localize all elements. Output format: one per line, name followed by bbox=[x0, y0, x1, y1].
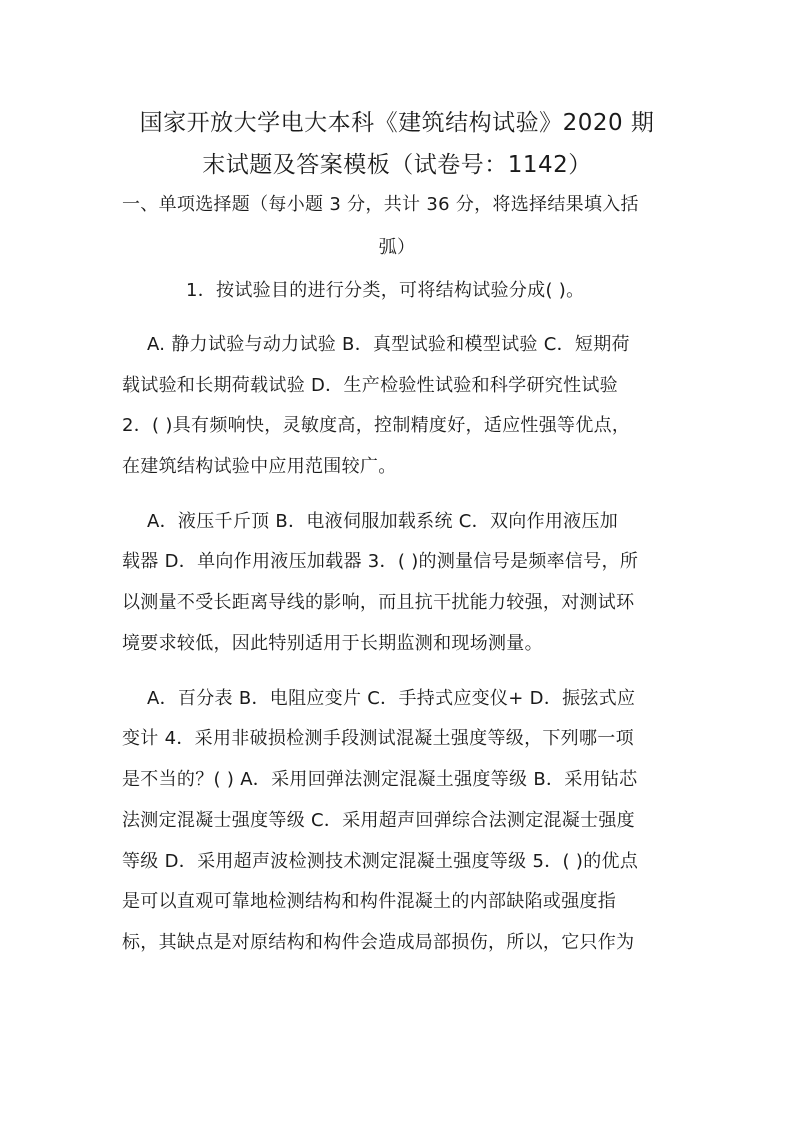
question-3-options-line-1: A．百分表 B．电阻应变片 C．手持式应变仪+ D．振弦式应 bbox=[147, 688, 636, 709]
question-4-line-2: 是不当的？( ) A．采用回弹法测定混凝土强度等级 B．采用钻芯 bbox=[122, 769, 638, 790]
question-3-line-3: 境要求较低，因此特别适用于长期监测和现场测量。 bbox=[122, 633, 543, 654]
question-3-line-1: 载器 D．单向作用液压加载器 3．( )的测量信号是频率信号，所 bbox=[122, 551, 639, 572]
question-2-line-1: 2．( )具有频响快，灵敏度高，控制精度好，适应性强等优点， bbox=[122, 415, 631, 436]
document-title-line-1: 国家开放大学电大本科《建筑结构试验》2020 期 bbox=[139, 110, 655, 136]
section-heading-line-1: 一、单项选择题（每小题 3 分，共计 36 分，将选择结果填入括 bbox=[122, 194, 639, 215]
question-2-options-line-1: A．液压千斤顶 B．电液伺服加载系统 C．双向作用液压加 bbox=[147, 511, 619, 532]
question-3-line-2: 以测量不受长距离导线的影响，而且抗干扰能力较强，对测试环 bbox=[122, 592, 635, 613]
question-4-line-1: 变计 4．采用非破损检测手段测试混凝土强度等级，下列哪一项 bbox=[122, 728, 634, 749]
question-4-line-3: 法测定混凝士强度等级 C．采用超声回弹综合法测定混凝士强度 bbox=[122, 810, 635, 831]
section-heading-line-2: 弧） bbox=[378, 237, 416, 258]
question-1-options-line-2: 载试验和长期荷载试验 D．生产检验性试验和科学研究性试验 bbox=[122, 375, 618, 396]
question-5-line-2: 是可以直观可靠地检测结构和构件混凝土的内部缺陷或强度指 bbox=[122, 891, 617, 912]
question-1: 1．按试验目的进行分类，可将结构试验分成( )。 bbox=[186, 280, 585, 301]
question-1-options-line-1: A. 静力试验与动力试验 B．真型试验和模型试验 C．短期荷 bbox=[147, 334, 630, 355]
question-5-line-1: 等级 D．采用超声波检测技术测定混凝土强度等级 5．( )的优点 bbox=[122, 851, 639, 872]
document-title-line-2: 末试题及答案模板（试卷号：1142） bbox=[202, 152, 592, 178]
question-5-line-3: 标，其缺点是对原结构和构件会造成局部损伤，所以，它只作为 bbox=[122, 932, 635, 953]
question-2-line-2: 在建筑结构试验中应用范围较广。 bbox=[122, 456, 397, 477]
